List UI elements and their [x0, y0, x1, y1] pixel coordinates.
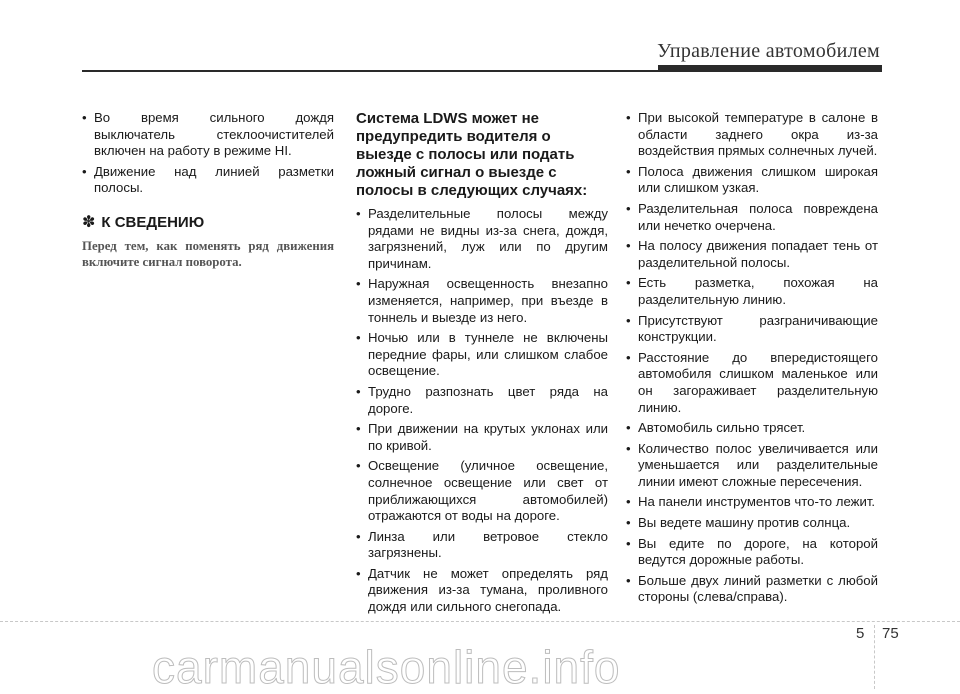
notice-heading — [82, 215, 334, 232]
list-item: • Присутствуют разграничивающие конструкции. — [626, 313, 878, 346]
list-item: • Во время сильного дождя выключатель стеклоочистителей включен на работу в режиме HI. — [82, 110, 334, 160]
column-right — [626, 110, 878, 610]
list-item: • Вы ведете машину против солнца. — [626, 515, 878, 532]
bullet-list — [626, 110, 878, 606]
list-item: • Датчик не может определять ряд движения из-за тумана, проливного дождя или сильного снегопада. — [356, 566, 608, 616]
list-item: • Разделительная полоса повреждена или нечетко очерчена. — [626, 201, 878, 234]
list-item: • На полосу движения попадает тень от разделительной полосы. — [626, 238, 878, 271]
notice-star-icon: ✽ — [82, 213, 96, 231]
list-item: • Трудно разпознать цвет ряда на дороге. — [356, 384, 608, 417]
list-item: • При высокой температуре в салоне в области заднего окра из-за воздействия прямых солнечных лучей. — [626, 110, 878, 160]
list-item: • Движение над линией разметки полосы. — [82, 164, 334, 197]
column-left — [82, 110, 334, 270]
notice-heading-text: К СВЕДЕНИЮ — [101, 213, 205, 231]
chapter-number: 5 — [856, 625, 865, 642]
chapter-title: Управление автомобилем — [657, 40, 880, 62]
footer-page-separator — [874, 625, 876, 689]
list-item: • Есть разметка, похожая на разделительную линию. — [626, 275, 878, 308]
list-item: • Ночью или в туннеле не включены передние фары, или слишком слабое освещение. — [356, 330, 608, 380]
watermark: carmanualsonline.info — [152, 641, 621, 693]
page-number: 75 — [882, 625, 899, 642]
bullet-list — [356, 206, 608, 616]
list-item: • Разделительные полосы между рядами не видны из-за снега, дождя, загрязнений, луж или по другим причинам. — [356, 206, 608, 272]
column-middle — [356, 110, 608, 620]
bullet-list — [82, 110, 334, 197]
footer-divider — [0, 621, 960, 622]
notice-text: Перед тем, как поменять ряд движения включите сигнал поворота. — [82, 238, 334, 269]
list-item: • Полоса движения слишком широкая или слишком узкая. — [626, 164, 878, 197]
list-item: • Линза или ветровое стекло загрязнены. — [356, 529, 608, 562]
list-item: • На панели инструментов что-то лежит. — [626, 494, 878, 511]
section-heading: Система LDWS может не предупредить водителя о выезде с полосы или подать ложный сигнал о выезде с полосы в следующих случаях: — [356, 110, 588, 199]
list-item: • При движении на крутых уклонах или по кривой. — [356, 421, 608, 454]
list-item: • Освещение (уличное освещение, солнечное освещение или свет от приближающихся автомобилей) отражаются от воды на дороге. — [356, 458, 608, 524]
list-item: • Автомобиль сильно трясет. — [626, 420, 878, 437]
list-item: • Наружная освещенность внезапно изменяется, например, при въезде в тоннель и выезде из него. — [356, 276, 608, 326]
header-divider-accent — [658, 65, 882, 72]
list-item: • Вы едите по дороге, на которой ведутся дорожные работы. — [626, 536, 878, 569]
list-item: • Количество полос увеличивается или уменьшается или разделительные линии имеют сложные пересечения. — [626, 441, 878, 491]
list-item: • Больше двух линий разметки с любой стороны (слева/справа). — [626, 573, 878, 606]
list-item: • Расстояние до впередистоящего автомобиля слишком маленькое или он загораживает разделительную линию. — [626, 350, 878, 416]
